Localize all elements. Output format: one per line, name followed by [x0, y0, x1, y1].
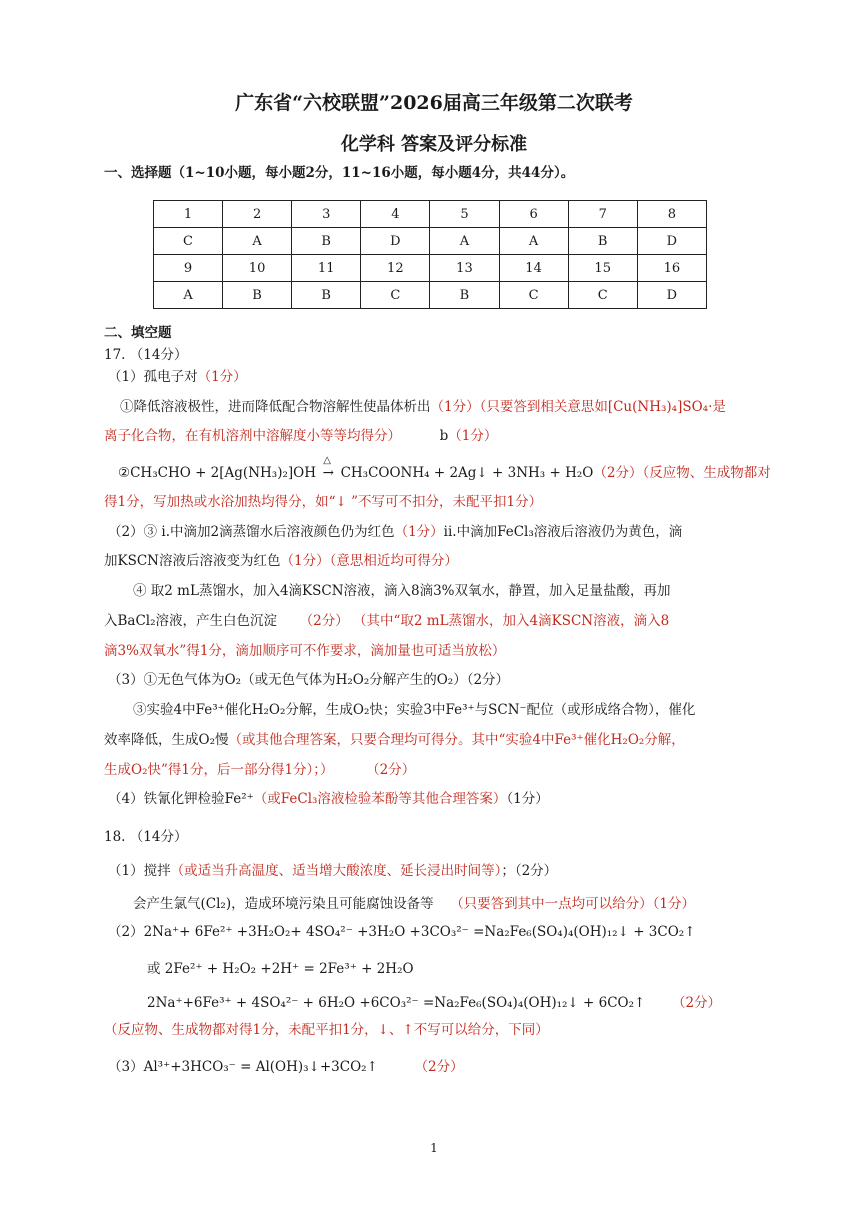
table-cell: A [499, 228, 568, 255]
table-cell: 1 [154, 201, 223, 228]
q18-line-5: 2Na⁺+6Fe³⁺ + 4SO₄²⁻ + 6H₂O +6CO₃²⁻ =Na₂Fe₆(SO₄)₄(OH)₁₂↓ + 6CO₂↑ （2分） [147, 995, 722, 1011]
table-cell: B [223, 282, 292, 309]
q17-line-7: 加KSCN溶液后溶液变为红色（1分）（意思相近均可得分） [104, 553, 458, 569]
table-row [154, 201, 707, 228]
table-cell: A [223, 228, 292, 255]
q17-title: 17. （14分） [104, 347, 188, 363]
q17-line-15: （4）铁氰化钾检验Fe²⁺（或FeCl₃溶液检验苯酚等其他合理答案）（1分） [108, 791, 549, 807]
page-number: 1 [430, 1141, 438, 1155]
table-cell: 4 [361, 201, 430, 228]
q17-line-5: 得1分，写加热或水浴加热均得分，如“↓ ”不写可不扣分，未配平扣1分） [104, 494, 543, 510]
table-cell: C [568, 282, 637, 309]
table-cell: D [637, 228, 706, 255]
table-cell: B [430, 282, 499, 309]
q17-line-11: （3）①无色气体为O₂（或无色气体为H₂O₂分解产生的O₂）（2分） [108, 672, 510, 688]
q17-line-1: （1）孤电子对（1分） [108, 369, 247, 385]
q17-line-8: ④ 取2 mL蒸馏水，加入4滴KSCN溶液，滴入8滴3%双氧水，静置，加入足量盐酸，再加 [133, 583, 671, 599]
table-cell: D [361, 228, 430, 255]
table-cell: 6 [499, 201, 568, 228]
q18-line-3: （2）2Na⁺+ 6Fe²⁺ +3H₂O₂+ 4SO₄²⁻ +3H₂O +3CO₃²⁻ =Na₂Fe₆(SO₄)₄(OH)₁₂↓ + 3CO₂↑ [108, 924, 696, 940]
table-cell: 14 [499, 255, 568, 282]
table-cell: 13 [430, 255, 499, 282]
table-row [154, 282, 707, 309]
table-cell: 3 [292, 201, 361, 228]
table-cell: A [154, 282, 223, 309]
q18-line-2: 会产生氯气(Cl₂)，造成环境污染且可能腐蚀设备等 （只要答到其中一点均可以给分）（1分） [133, 896, 696, 912]
section2-heading: 二、填空题 [104, 325, 172, 341]
table-cell: 2 [223, 201, 292, 228]
heating-arrow: △ → [322, 455, 334, 481]
q17-line-10: 滴3%双氧水”得1分，滴加顺序可不作要求，滴加量也可适当放松） [104, 643, 506, 659]
q18-line-6: （反应物、生成物都对得1分，未配平扣1分，↓、↑不写可以给分，下同） [104, 1022, 549, 1038]
answer-table [153, 200, 707, 309]
q17-line-12: ③实验4中Fe³⁺催化H₂O₂分解，生成O₂快；实验3中Fe³⁺与SCN⁻配位（或形成络合物），催化 [133, 702, 696, 718]
table-cell: 8 [637, 201, 706, 228]
q18-line-4: 或 2Fe²⁺ + H₂O₂ +2H⁺ = 2Fe³⁺ + 2H₂O [147, 961, 414, 977]
table-row [154, 228, 707, 255]
table-row [154, 255, 707, 282]
table-cell: A [430, 228, 499, 255]
table-cell: 7 [568, 201, 637, 228]
table-cell: D [637, 282, 706, 309]
q17-line-2: ①降低溶液极性，进而降低配合物溶解性使晶体析出（1分）（只要答到相关意思如[Cu(NH₃)₄]SO₄·是 [120, 399, 726, 415]
page-subtitle: 化学科 答案及评分标准 [340, 134, 528, 155]
table-cell: 5 [430, 201, 499, 228]
table-cell: B [292, 228, 361, 255]
table-cell: 12 [361, 255, 430, 282]
q17-line-9: 入BaCl₂溶液，产生白色沉淀 （2分） （其中“取2 mL蒸馏水，加入4滴KSCN溶液，滴入8 [104, 613, 670, 629]
q17-line-6: （2）③ i.中滴加2滴蒸馏水后溶液颜色仍为红色（1分）ii.中滴加FeCl₃溶液后溶液仍为黄色，滴 [108, 524, 683, 540]
table-cell: 9 [154, 255, 223, 282]
table-cell: B [568, 228, 637, 255]
table-cell: C [499, 282, 568, 309]
table-cell: 16 [637, 255, 706, 282]
q17-line-14: 生成O₂快”得1分，后一部分得1分）；） （2分） [104, 762, 416, 778]
q18-title: 18. （14分） [104, 829, 188, 845]
table-cell: 11 [292, 255, 361, 282]
table-cell: B [292, 282, 361, 309]
table-cell: C [361, 282, 430, 309]
q17-line-3: 离子化合物，在有机溶剂中溶解度小等等均得分） b（1分） [104, 428, 498, 444]
table-cell: C [154, 228, 223, 255]
q17-line-13: 效率降低，生成O₂慢（或其他合理答案，只要合理均可得分。其中“实验4中Fe³⁺催化H₂O₂分解， [104, 732, 685, 748]
q18-line-1: （1）搅拌（或适当升高温度、适当增大酸浓度、延长浸出时间等）；（2分） [108, 863, 558, 879]
table-cell: 10 [223, 255, 292, 282]
page-title: 广东省“六校联盟”2026届高三年级第二次联考 [235, 92, 633, 114]
table-cell: 15 [568, 255, 637, 282]
q17-line-4: ②CH₃CHO + 2[Ag(NH₃)₂]OH △ → CH₃COONH₄ + 2Ag↓ + 3NH₃ + H₂O（2分）（反应物、生成物都对 [118, 455, 771, 481]
section1-heading: 一、选择题（1~10小题，每小题2分，11~16小题，每小题4分，共44分）。 [104, 165, 575, 181]
q18-line-7: （3）Al³⁺+3HCO₃⁻ = Al(OH)₃↓+3CO₂↑ （2分） [108, 1059, 464, 1075]
